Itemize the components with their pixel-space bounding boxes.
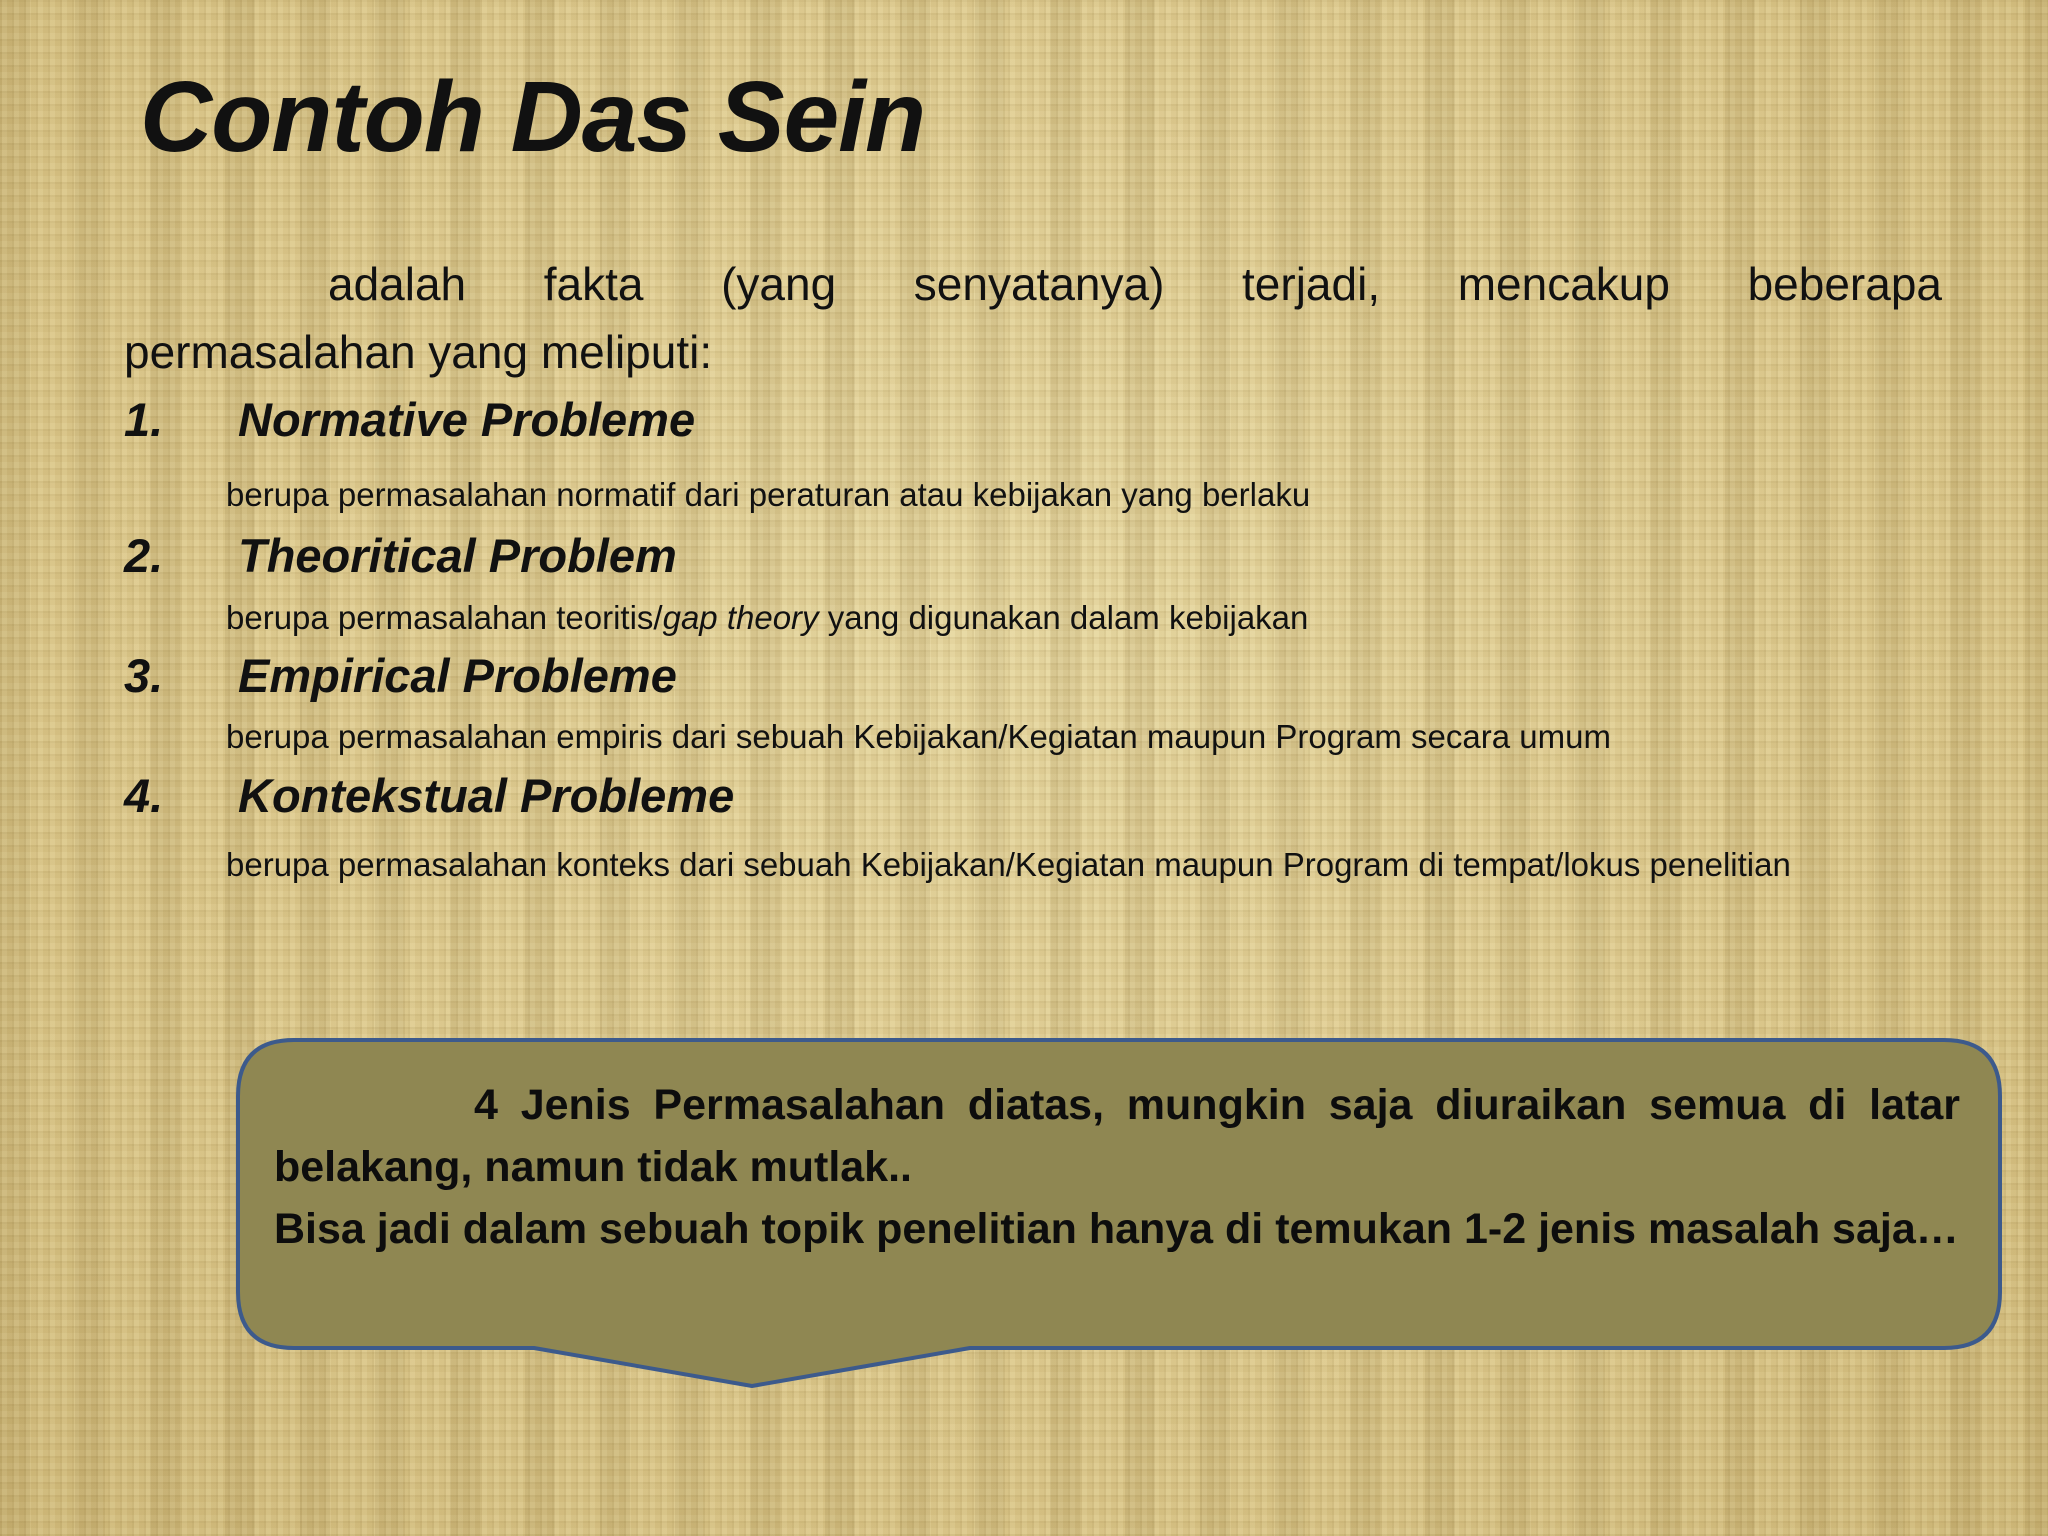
problem-description-2-part-a: berupa permasalahan teoritis/ xyxy=(226,599,663,636)
problem-heading-1 xyxy=(124,393,696,446)
slide-title: Contoh Das Sein xyxy=(140,61,926,173)
problem-description-4: berupa permasalahan konteks dari sebuah Kebijakan/Kegiatan maupun Program di tempat/lokus penelitian xyxy=(226,846,1791,883)
problem-title-3: Empirical Probleme xyxy=(238,649,677,702)
problem-number-4: 4. xyxy=(124,769,164,822)
problem-number-3: 3. xyxy=(124,649,164,702)
intro-line-2: permasalahan yang meliputi: xyxy=(124,326,713,378)
callout-text xyxy=(274,1074,1960,1260)
problem-title-2: Theoritical Problem xyxy=(238,529,677,582)
callout-paragraph-1 xyxy=(274,1074,1960,1198)
problem-title-1: Normative Probleme xyxy=(238,393,696,446)
problem-title-4: Kontekstual Probleme xyxy=(238,769,735,822)
problem-description-2 xyxy=(226,593,1308,643)
problem-heading-3 xyxy=(124,649,677,702)
intro-paragraph xyxy=(124,250,1942,386)
intro-line-1: adalah fakta (yang senyatanya) terjadi, mencakup beberapa xyxy=(328,258,1942,310)
problem-heading-4 xyxy=(124,769,735,822)
callout-paragraph-1-text: 4 Jenis Permasalahan diatas, mungkin saja diuraikan semua di latar belakang, namun tidak mutlak.. xyxy=(274,1081,1960,1191)
problem-heading-2 xyxy=(124,529,677,582)
problem-description-3: berupa permasalahan empiris dari sebuah Kebijakan/Kegiatan maupun Program secara umum xyxy=(226,718,1611,755)
callout-paragraph-2: Bisa jadi dalam sebuah topik penelitian hanya di temukan 1-2 jenis masalah saja… xyxy=(274,1205,1959,1253)
problem-description-2-part-b: yang digunakan dalam kebijakan xyxy=(818,599,1309,636)
problem-description-2-italic: gap theory xyxy=(662,599,819,636)
problem-number-1: 1. xyxy=(124,393,164,446)
callout-box xyxy=(236,1038,2002,1388)
problem-description-1: berupa permasalahan normatif dari peraturan atau kebijakan yang berlaku xyxy=(226,476,1311,513)
problem-number-2: 2. xyxy=(124,529,164,582)
